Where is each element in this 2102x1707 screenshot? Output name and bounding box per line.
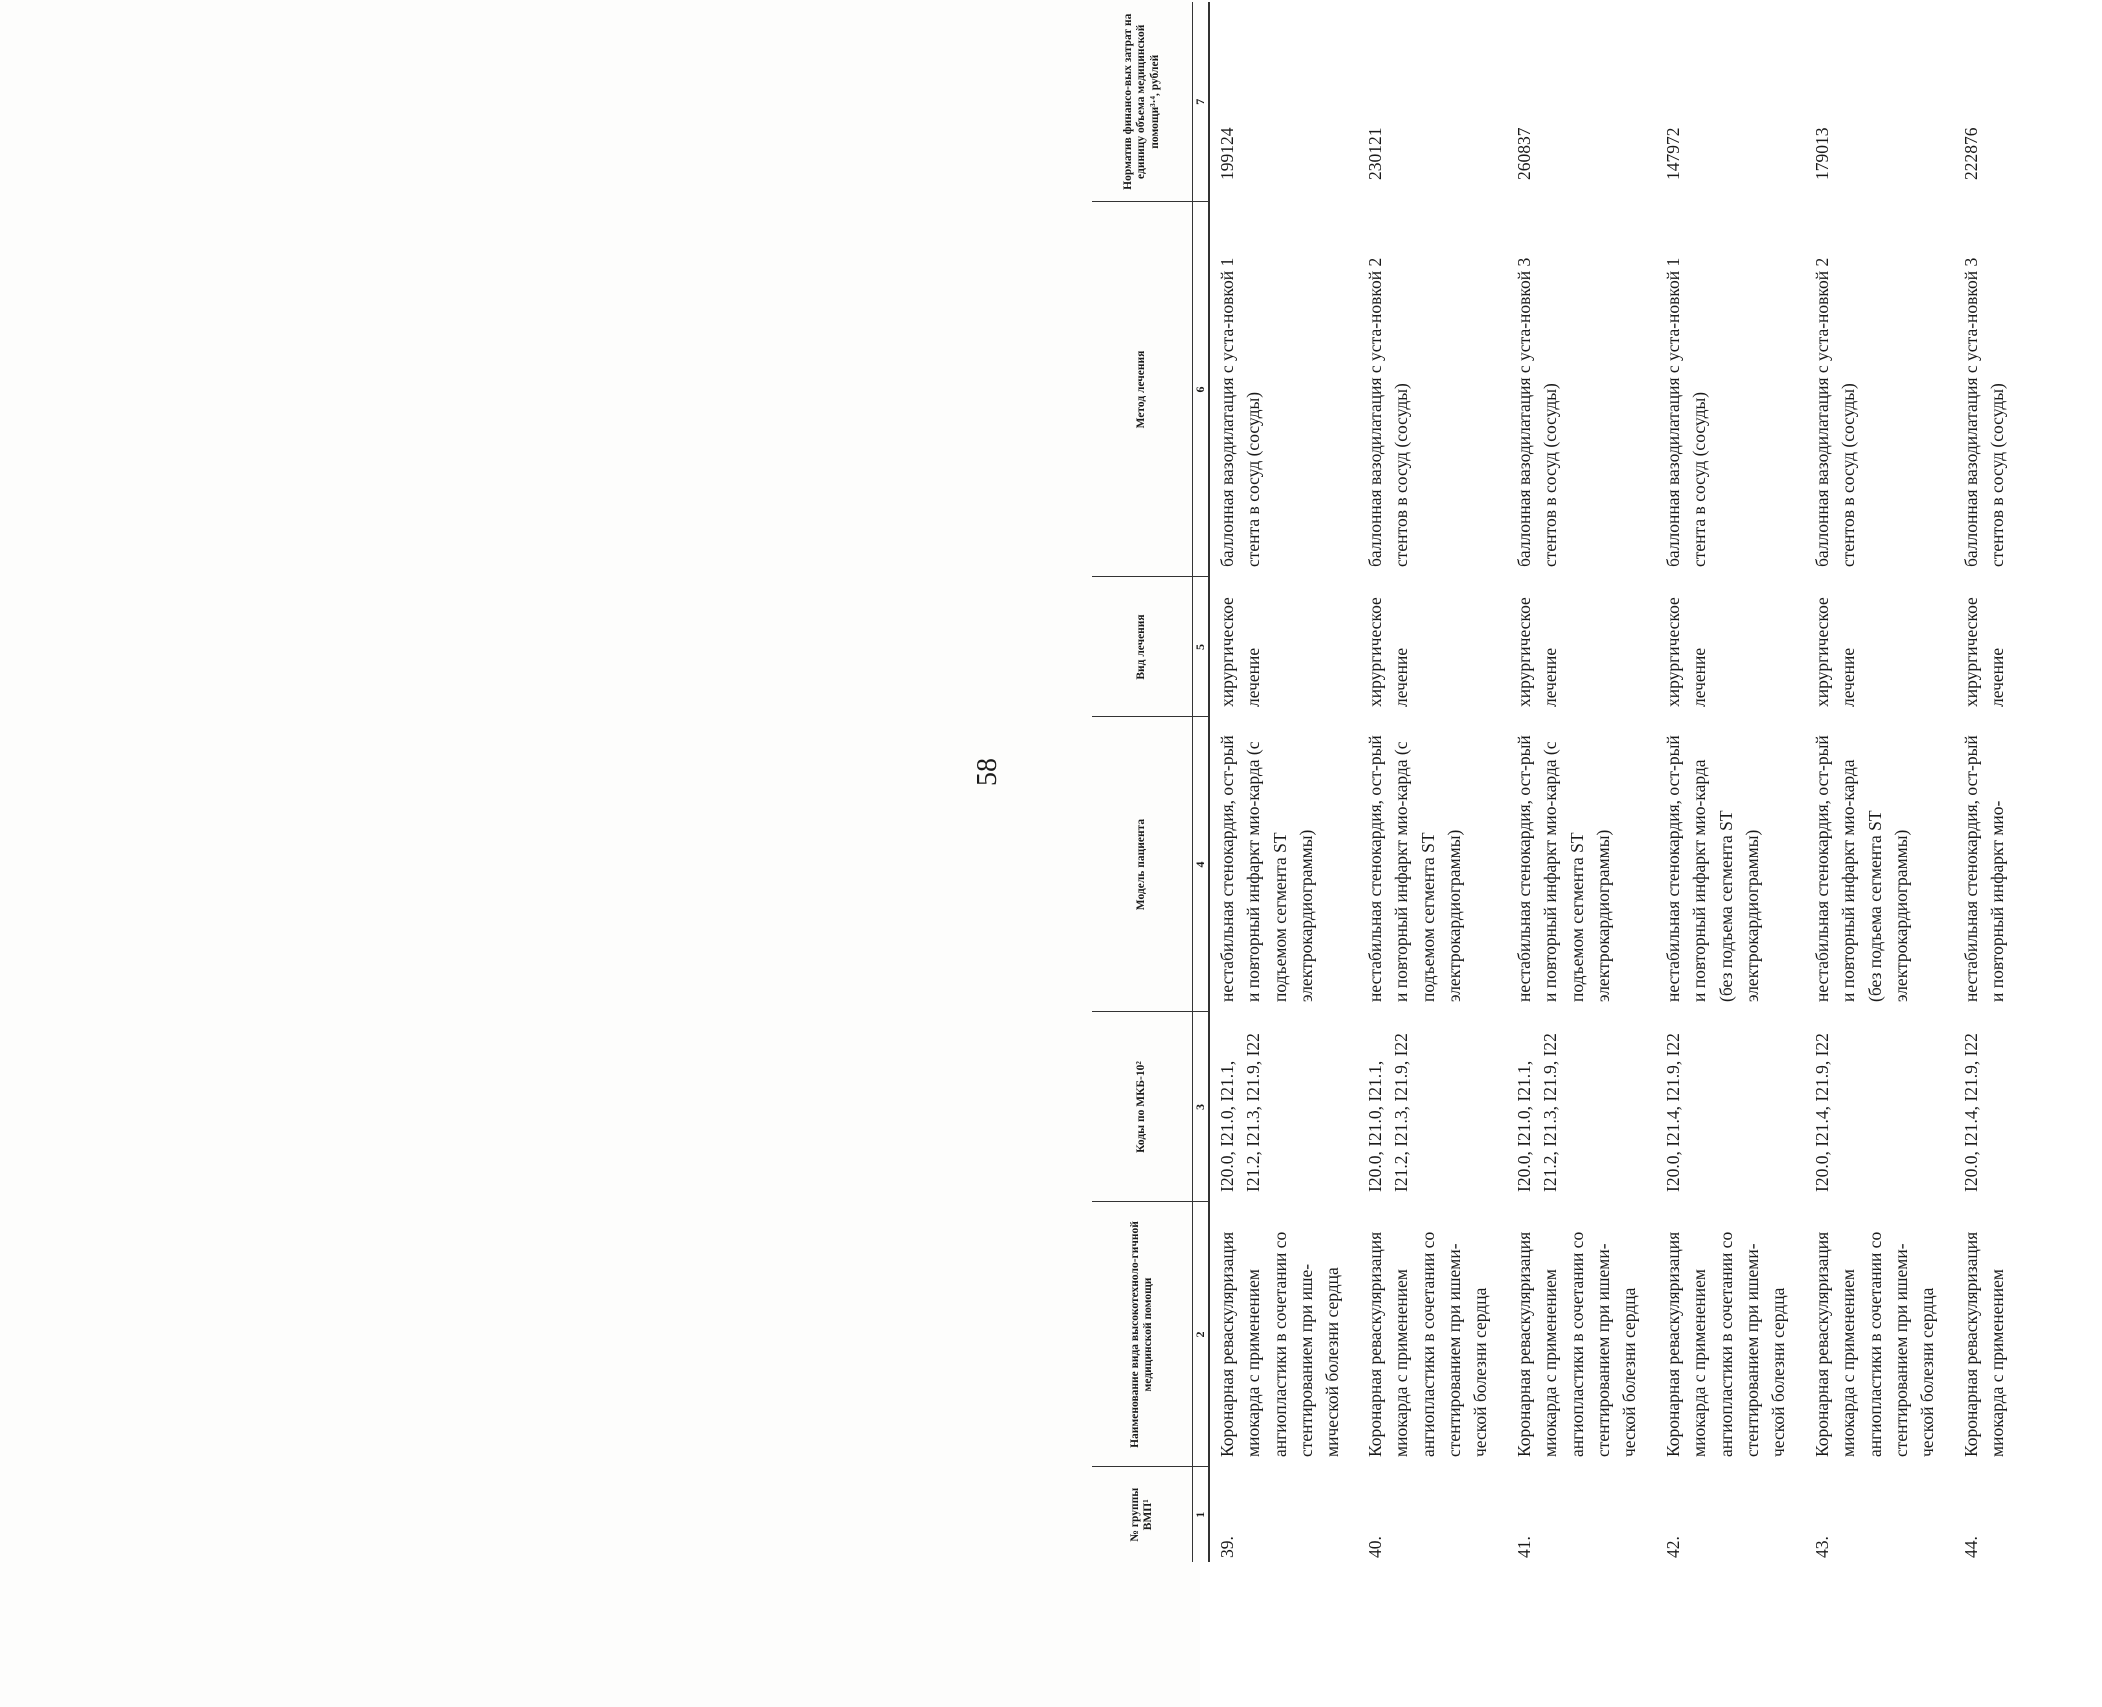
vmp-name: Коронарная реваскуляризация миокарда с применением ангиопластики в сочетании со стентированием при ишеми-ческой болезни сердца — [1514, 1231, 1639, 1457]
table-row — [1358, 2, 1507, 1562]
treatment-method: баллонная вазодилатация с уста-новкой 1 стента в сосуд (сосуды) — [1217, 257, 1264, 567]
treatment-kind: хирургическое лечение — [1217, 597, 1264, 707]
icd-codes: I20.0, I21.0, I21.1, I21.2, I21.3, I21.9, I22 — [1365, 1033, 1412, 1192]
group-number: 42. — [1663, 1536, 1683, 1558]
patient-model: нестабильная стенокардия, ост-рый и повторный инфаркт мио-карда (с подъемом сегмента ST электрокардиограммы) — [1217, 735, 1316, 1002]
group-number: 41. — [1514, 1536, 1534, 1558]
group-number: 40. — [1365, 1536, 1385, 1558]
financial-norm: 179013 — [1812, 127, 1832, 180]
header-treatment-method: Метод лечения — [1092, 202, 1193, 577]
vmp-name: Коронарная реваскуляризация миокарда с применением — [1961, 1231, 2008, 1457]
icd-codes: I20.0, I21.4, I21.9, I22 — [1812, 1033, 1832, 1192]
column-number: 7 — [1193, 2, 1210, 202]
header-financial-norm: Норматив финансо-вых затрат на единицу объема медицинской помощи³·⁴, рублей — [1122, 13, 1161, 190]
vmp-name: Коронарная реваскуляризация миокарда с применением ангиопластики в сочетании со стентированием при ишеми-ческой болезни сердца — [1812, 1231, 1937, 1457]
header-group-number: № группы ВМП¹ — [1092, 1467, 1193, 1562]
header-patient-model: Модель пациента — [1092, 717, 1193, 1012]
treatment-kind: хирургическое лечение — [1961, 597, 2008, 707]
treatment-kind: хирургическое лечение — [1365, 597, 1412, 707]
header-vmp-name: Наименование вида высокотехноло-гичной медицинской помощи — [1092, 1202, 1193, 1467]
table-row — [1209, 2, 1358, 1562]
rotated-content — [972, 2, 2102, 1562]
column-number-row — [1193, 2, 1210, 1562]
vmp-name: Коронарная реваскуляризация миокарда с применением ангиопластики в сочетании со стентированием при ишеми-ческой болезни сердца — [1663, 1231, 1788, 1457]
icd-codes: I20.0, I21.4, I21.9, I22 — [1961, 1033, 1981, 1192]
column-number: 3 — [1193, 1012, 1210, 1202]
treatment-kind: хирургическое лечение — [1812, 597, 1859, 707]
table-row — [1954, 2, 2084, 1562]
table-row — [1656, 2, 1805, 1562]
treatment-kind: хирургическое лечение — [1514, 597, 1561, 707]
header-icd-codes: Коды по МКБ-10² — [1092, 1012, 1193, 1202]
table-row — [1805, 2, 1954, 1562]
vmp-name: Коронарная реваскуляризация миокарда с применением ангиопластики в сочетании со стентированием при ишеми-ческой болезни сердца — [1365, 1231, 1490, 1457]
group-number: 39. — [1217, 1536, 1237, 1558]
treatment-method: баллонная вазодилатация с уста-новкой 2 стентов в сосуд (сосуды) — [1365, 257, 1412, 567]
header-treatment-kind: Вид лечения — [1092, 577, 1193, 717]
icd-codes: I20.0, I21.0, I21.1, I21.2, I21.3, I21.9, I22 — [1217, 1033, 1264, 1192]
patient-model: нестабильная стенокардия, ост-рый и повторный инфаркт мио- — [1961, 735, 2008, 1002]
table-header — [1092, 2, 1209, 1562]
financial-norm: 260837 — [1514, 127, 1534, 180]
financial-norm: 230121 — [1365, 127, 1385, 180]
icd-codes: I20.0, I21.4, I21.9, I22 — [1663, 1033, 1683, 1192]
patient-model: нестабильная стенокардия, ост-рый и повторный инфаркт мио-карда (с подъемом сегмента ST электрокардиограммы) — [1514, 735, 1613, 1002]
column-number: 6 — [1193, 202, 1210, 577]
treatment-method: баллонная вазодилатация с уста-новкой 2 стентов в сосуд (сосуды) — [1812, 257, 1859, 567]
group-number: 44. — [1961, 1536, 1981, 1558]
vmp-name: Коронарная реваскуляризация миокарда с применением ангиопластики в сочетании со стентированием при ише-мической болезни сердца — [1217, 1231, 1342, 1457]
column-number: 4 — [1193, 717, 1210, 1012]
column-number: 1 — [1193, 1467, 1210, 1562]
vmp-table — [1092, 2, 2084, 1562]
icd-codes: I20.0, I21.0, I21.1, I21.2, I21.3, I21.9, I22 — [1514, 1033, 1561, 1192]
treatment-method: баллонная вазодилатация с уста-новкой 3 стентов в сосуд (сосуды) — [1514, 257, 1561, 567]
column-number: 2 — [1193, 1202, 1210, 1467]
patient-model: нестабильная стенокардия, ост-рый и повторный инфаркт мио-карда (с подъемом сегмента ST электрокардиограммы) — [1365, 735, 1464, 1002]
column-number: 5 — [1193, 577, 1210, 717]
treatment-method: баллонная вазодилатация с уста-новкой 3 стентов в сосуд (сосуды) — [1961, 257, 2008, 567]
financial-norm: 199124 — [1217, 127, 1237, 180]
financial-norm: 147972 — [1663, 127, 1683, 180]
page-number: 58 — [972, 758, 1003, 786]
patient-model: нестабильная стенокардия, ост-рый и повторный инфаркт мио-карда (без подъема сегмента ST электрокардиограммы) — [1812, 735, 1911, 1002]
patient-model: нестабильная стенокардия, ост-рый и повторный инфаркт мио-карда (без подъема сегмента ST электрокардиограммы) — [1663, 735, 1762, 1002]
treatment-kind: хирургическое лечение — [1663, 597, 1710, 707]
treatment-method: баллонная вазодилатация с уста-новкой 1 стента в сосуд (сосуды) — [1663, 257, 1710, 567]
financial-norm: 222876 — [1961, 127, 1981, 180]
group-number: 43. — [1812, 1536, 1832, 1558]
table-row — [1507, 2, 1656, 1562]
